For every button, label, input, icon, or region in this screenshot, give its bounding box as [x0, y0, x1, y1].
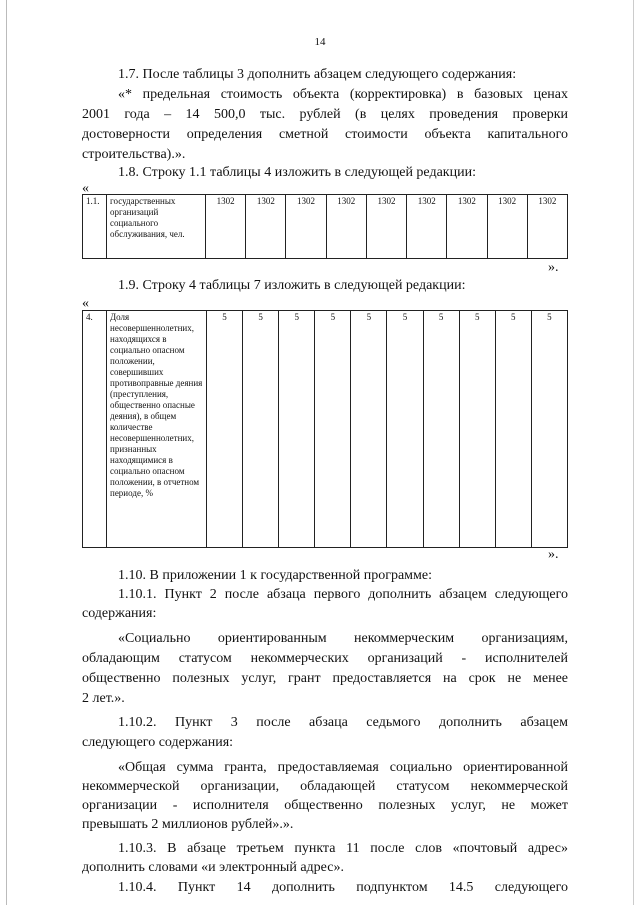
section-1-7-text-line3: достоверности определения сметной стоимости объекта капитального — [82, 127, 568, 142]
quote-1-line2: обладающим статусом некоммерческих организаций - исполнителей — [82, 651, 568, 666]
section-1-9-heading: 1.9. Строку 4 таблицы 7 изложить в следующей редакции: — [118, 278, 466, 293]
value-cell: 5 — [531, 311, 567, 548]
row-label-cell: государственных организаций социального обслуживания, чел. — [107, 195, 206, 259]
section-1-7-text-line1: «* предельная стоимость объекта (корректировка) в базовых ценах — [118, 87, 568, 102]
quote-2-line1: «Общая сумма гранта, предоставляемая социально ориентированной — [118, 760, 568, 775]
value-cell: 5 — [351, 311, 387, 548]
table-4-close-quote: ». — [548, 260, 559, 275]
table-7-open-quote: « — [82, 296, 89, 311]
section-1-7-text-line4: строительства).». — [82, 147, 186, 162]
quote-2-line3: организации - исполнителя общественно полезных услуг, не может — [82, 798, 568, 813]
table-4-open-quote: « — [82, 181, 89, 196]
value-cell: 1302 — [366, 195, 406, 259]
quote-2-line4: превышать 2 миллионов рублей».». — [82, 817, 294, 832]
row-number-cell: 1.1. — [83, 195, 107, 259]
section-1-10-3-line2: дополнить словами «и электронный адрес». — [82, 860, 344, 875]
section-1-10-3-line1: 1.10.3. В абзаце третьем пункта 11 после слов «почтовый адрес» — [118, 841, 568, 856]
section-1-10-2-line1: 1.10.2. Пункт 3 после абзаца седьмого дополнить абзацем — [118, 715, 568, 730]
value-cell: 5 — [387, 311, 423, 548]
value-cell: 5 — [315, 311, 351, 548]
value-cell: 5 — [243, 311, 279, 548]
row-label-cell: Доля несовершеннолетних, находящихся в социально опасном положении, совершивших противоправные деяния (преступления, общественно опасные деяния), в общем количестве несовершеннолетних, признанных находящимися в социально опасном положении, в отчетном периоде, % — [107, 311, 207, 548]
section-1-10-2-line2: следующего содержания: — [82, 735, 234, 750]
row-number-cell: 4. — [83, 311, 107, 548]
scan-edge-right — [633, 0, 634, 905]
value-cell: 1302 — [407, 195, 447, 259]
quote-1-line1: «Социально ориентированным некоммерческим организациям, — [118, 631, 568, 646]
value-cell: 5 — [207, 311, 243, 548]
value-cell: 5 — [459, 311, 495, 548]
table-7-row — [82, 310, 568, 548]
section-1-7-heading: 1.7. После таблицы 3 дополнить абзацем следующего содержания: — [118, 67, 517, 82]
section-1-8-heading: 1.8. Строку 1.1 таблицы 4 изложить в следующей редакции: — [118, 165, 476, 180]
value-cell: 1302 — [447, 195, 487, 259]
value-cell: 5 — [279, 311, 315, 548]
section-1-10-1-line2: содержания: — [82, 606, 157, 621]
value-cell: 1302 — [326, 195, 366, 259]
value-cell: 1302 — [487, 195, 527, 259]
table-4-row — [82, 194, 568, 259]
quote-1-line4: 2 лет.». — [82, 691, 125, 706]
value-cell: 5 — [495, 311, 531, 548]
section-1-10-heading: 1.10. В приложении 1 к государственной программе: — [118, 568, 432, 583]
section-1-10-4-line1: 1.10.4. Пункт 14 дополнить подпунктом 14.5 следующего — [118, 880, 568, 895]
value-cell: 1302 — [286, 195, 326, 259]
value-cell: 1302 — [527, 195, 567, 259]
value-cell: 1302 — [246, 195, 286, 259]
section-1-10-1-line1: 1.10.1. Пункт 2 после абзаца первого дополнить абзацем следующего — [118, 587, 568, 602]
value-cell: 5 — [423, 311, 459, 548]
value-cell: 1302 — [206, 195, 246, 259]
table-7-close-quote: ». — [548, 547, 559, 562]
section-1-7-text-line2: 2001 года – 14 500,0 тыс. рублей (в целях проведения проверки — [82, 107, 568, 122]
quote-1-line3: общественно полезных услуг, грант предоставляется на срок не менее — [82, 671, 568, 686]
quote-2-line2: некоммерческой организации, обладающей статусом некоммерческой — [82, 779, 568, 794]
scan-edge-left — [6, 0, 7, 905]
page-number: 14 — [314, 36, 326, 48]
